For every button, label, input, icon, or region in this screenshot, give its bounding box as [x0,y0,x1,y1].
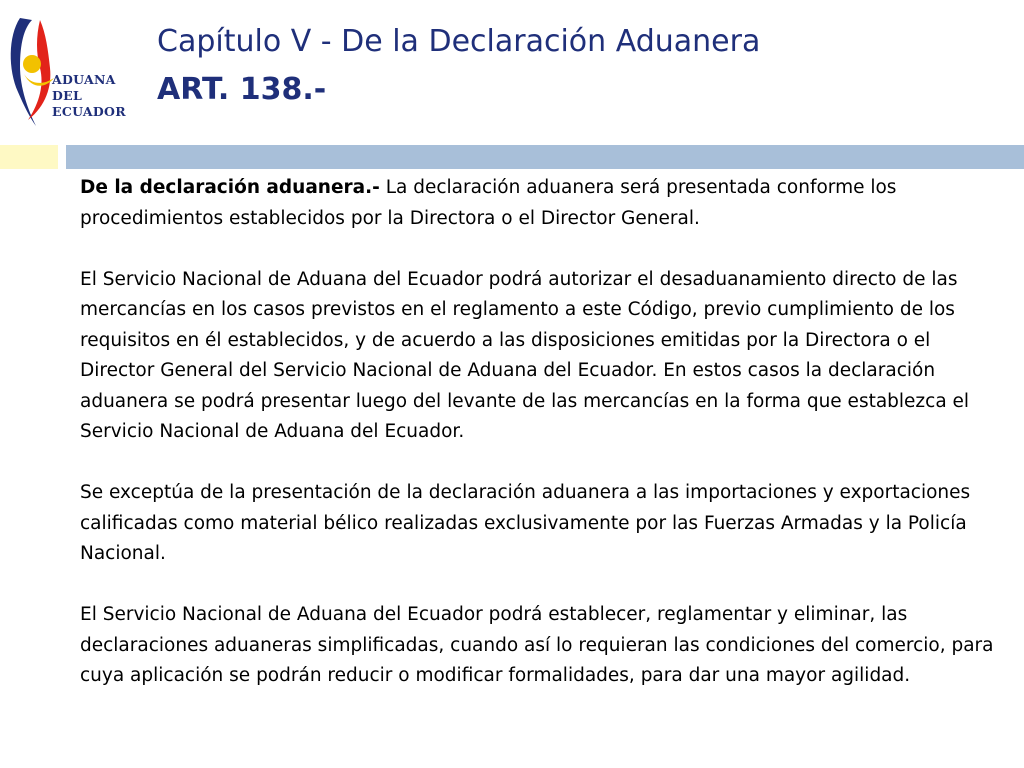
paragraph-1-lead: De la declaración aduanera.- [80,177,380,198]
accent-bar-blue [66,145,1024,169]
accent-bar-yellow [0,145,58,169]
slide-body [80,173,1010,692]
paragraph-4: El Servicio Nacional de Aduana del Ecuador podrá establecer, reglamentar y eliminar, las declaraciones aduaneras simplificadas, cuando así lo requieran las condiciones del comercio, para cuya aplicación se podrán reducir o modificar formalidades, para dar una mayor agilidad. [80,604,994,686]
slide-title: Capítulo V - De la Declaración Aduanera [157,24,761,59]
logo-line-3: ECUADOR [52,104,126,119]
logo-line-1: ADUANA [52,72,116,87]
paragraph-3: Se exceptúa de la presentación de la declaración aduanera a las importaciones y exportaciones calificadas como material bélico realizadas exclusivamente por las Fuerzas Armadas y la Policía Nacional. [80,482,971,564]
slide-header [157,22,1017,110]
paragraph-1 [80,173,1010,234]
aduana-logo [6,14,146,130]
logo-line-2: DEL [52,88,83,103]
paragraph-2: El Servicio Nacional de Aduana del Ecuador podrá autorizar el desaduanamiento directo de las mercancías en los casos previstos en el reglamento a este Código, previo cumplimiento de los requisitos en él establecidos, y de acuerdo a las disposiciones emitidas por la Directora o el Director General del Servicio Nacional de Aduana del Ecuador. En estos casos la declaración aduanera se podrá presentar luego del levante de las mercancías en la forma que establezca el Servicio Nacional de Aduana del Ecuador. [80,268,970,442]
paragraph-1-text: La declaración aduanera será presentada conforme los procedimientos establecidos por la Directora o el Director General. [80,177,897,229]
logo-wordmark [52,72,126,120]
article-heading: ART. 138.- [157,72,327,107]
